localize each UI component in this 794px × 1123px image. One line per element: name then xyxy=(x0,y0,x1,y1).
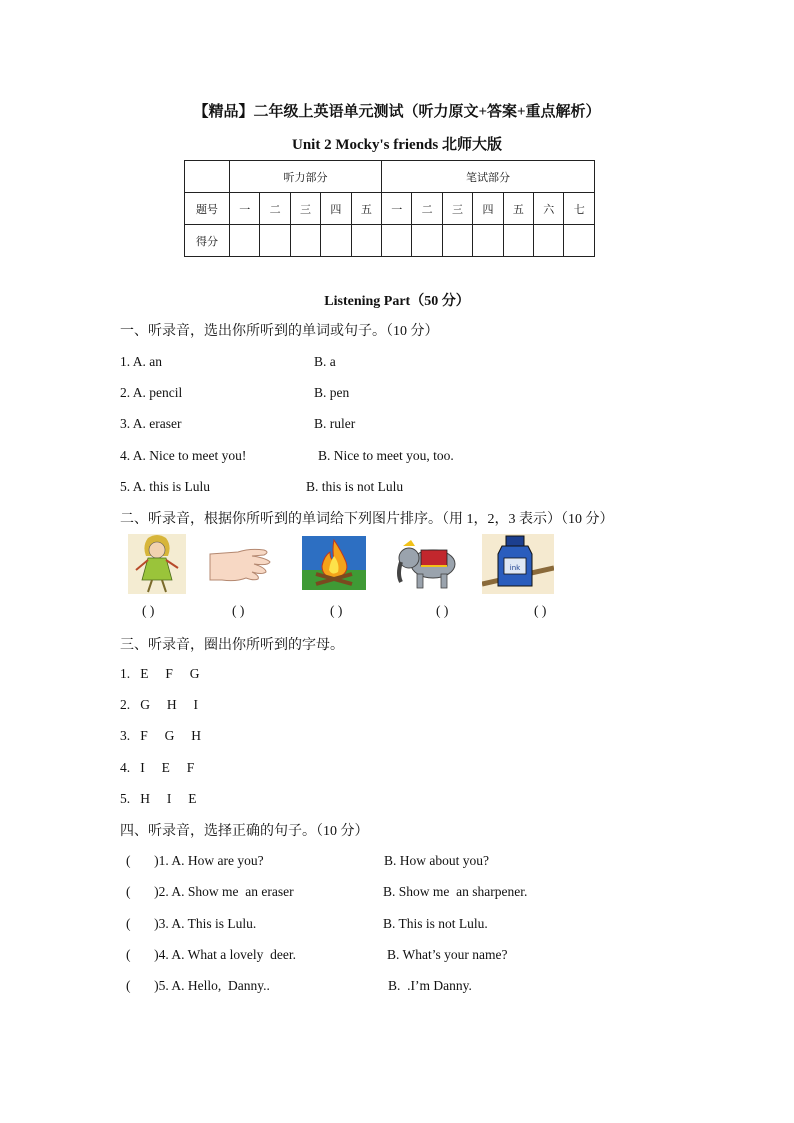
score-cell[interactable] xyxy=(321,225,351,257)
picture-row xyxy=(128,534,588,596)
answer-blank-4[interactable]: ( ) xyxy=(436,603,449,618)
s1-item-5-a: 5. A. this is Lulu xyxy=(120,479,211,494)
col-writing-2: 二 xyxy=(412,193,442,225)
section-3-heading: 三、听录音，圈出你所听到的字母。 xyxy=(120,638,344,653)
campfire-icon xyxy=(300,534,368,594)
col-writing-3: 三 xyxy=(442,193,472,225)
ink-bottle-icon xyxy=(482,534,554,594)
s3-item-2: 2. G H I xyxy=(120,697,198,712)
score-table-corner xyxy=(185,161,230,193)
s4-item-2-a: ( )2. A. Show me an eraser xyxy=(126,884,294,899)
row-label-question-number: 题号 xyxy=(185,193,230,225)
score-table-header-row xyxy=(185,161,595,193)
s4-item-3-b: B. This is not Lulu. xyxy=(383,916,488,931)
s4-item-1-a: ( )1. A. How are you? xyxy=(126,853,264,868)
score-cell[interactable] xyxy=(260,225,290,257)
s3-item-1: 1. E F G xyxy=(120,666,200,681)
col-listening-2: 二 xyxy=(260,193,290,225)
col-writing-1: 一 xyxy=(382,193,412,225)
s1-item-5-b: B. this is not Lulu xyxy=(306,479,404,494)
s4-item-5-a: ( )5. A. Hello, Danny.. xyxy=(126,978,270,993)
col-listening-1: 一 xyxy=(230,193,260,225)
s4-item-4-a: ( )4. A. What a lovely deer. xyxy=(126,947,296,962)
s3-item-4: 4. I E F xyxy=(120,760,195,775)
girl-doll-icon xyxy=(128,534,186,594)
s1-item-1-a: 1. A. an xyxy=(120,354,162,369)
answer-blank-1[interactable]: ( ) xyxy=(142,603,155,618)
s1-item-4-a: 4. A. Nice to meet you! xyxy=(120,448,247,463)
section-2-heading: 二、听录音，根据你所听到的单词给下列图片排序。（用 1，2，3 表示）（10 分） xyxy=(120,512,614,527)
col-listening-5: 五 xyxy=(351,193,381,225)
s3-item-3: 3. F G H xyxy=(120,728,202,743)
s3-item-5: 5. H I E xyxy=(120,791,197,806)
answer-blank-2[interactable]: ( ) xyxy=(232,603,245,618)
score-table xyxy=(184,160,595,257)
score-cell[interactable] xyxy=(473,225,503,257)
section-4-heading: 四、听录音，选择正确的句子。（10 分） xyxy=(120,824,369,839)
score-cell[interactable] xyxy=(534,225,564,257)
s1-item-2-b: B. pen xyxy=(314,385,350,400)
question-number-row xyxy=(185,193,595,225)
hand-icon xyxy=(208,534,274,594)
s4-item-2-b: B. Show me an sharpener. xyxy=(383,884,528,899)
score-cell[interactable] xyxy=(351,225,381,257)
s1-item-1-b: B. a xyxy=(314,354,336,369)
s1-item-2-a: 2. A. pencil xyxy=(120,385,183,400)
document-title: 【精品】二年级上英语单元测试（听力原文+答案+重点解析） xyxy=(193,104,601,120)
answer-blank-5[interactable]: ( ) xyxy=(534,603,547,618)
answer-blank-3[interactable]: ( ) xyxy=(330,603,343,618)
score-cell[interactable] xyxy=(230,225,260,257)
s1-item-4-b: B. Nice to meet you, too. xyxy=(318,448,454,463)
col-writing-4: 四 xyxy=(473,193,503,225)
s4-item-3-a: ( )3. A. This is Lulu. xyxy=(126,916,257,931)
s1-item-3-b: B. ruler xyxy=(314,416,356,431)
s4-item-1-b: B. How about you? xyxy=(384,853,489,868)
col-listening-3: 三 xyxy=(290,193,320,225)
document-subtitle: Unit 2 Mocky's friends 北师大版 xyxy=(291,137,502,153)
score-cell[interactable] xyxy=(503,225,533,257)
elephant-icon xyxy=(393,534,461,594)
listening-header: 听力部分 xyxy=(230,161,382,193)
section-1-heading: 一、听录音，选出你所听到的单词或句子。（10 分） xyxy=(120,324,439,339)
row-label-score: 得分 xyxy=(185,225,230,257)
col-writing-7: 七 xyxy=(564,193,595,225)
svg-text:ink: ink xyxy=(509,564,521,572)
writing-header: 笔试部分 xyxy=(382,161,595,193)
listening-part-title: Listening Part（50 分） xyxy=(324,294,470,309)
s4-item-5-b: B. .I’m Danny. xyxy=(388,978,472,993)
score-cell[interactable] xyxy=(442,225,472,257)
score-row xyxy=(185,225,595,257)
s4-item-4-b: B. What’s your name? xyxy=(387,947,508,962)
col-listening-4: 四 xyxy=(321,193,351,225)
score-cell[interactable] xyxy=(564,225,595,257)
col-writing-5: 五 xyxy=(503,193,533,225)
score-cell[interactable] xyxy=(290,225,320,257)
s1-item-3-a: 3. A. eraser xyxy=(120,416,182,431)
score-cell[interactable] xyxy=(412,225,442,257)
score-cell[interactable] xyxy=(382,225,412,257)
col-writing-6: 六 xyxy=(534,193,564,225)
